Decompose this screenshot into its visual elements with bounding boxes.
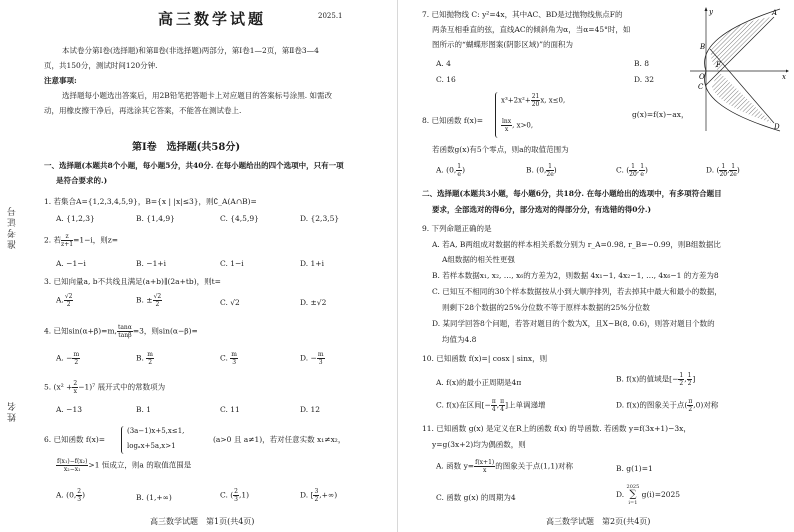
q7-stem-2: 两条互相垂直的弦，直线AC的倾斜角为α，当α=45°时，如 (432, 25, 631, 34)
q1-stem: 1. 若集合A={1,2,3,4,5,9}，B={x | |x|≤3}，则∁_A(A∩B)= (44, 197, 257, 206)
q6-brace (121, 426, 126, 454)
q4-option-d: D. − $\frac{m}{3}$ (300, 351, 324, 366)
q2-stem: 2. 若 $\frac{z}{z+1}$ =1−i，则z= (44, 233, 119, 248)
q8-brace (495, 92, 500, 138)
q3-option-a: A. $\frac{√2}{2}$ (56, 293, 73, 308)
q8-option-a: A. (0, $\frac{1}{e}$ ) (436, 163, 466, 178)
q2-fraction: $\frac{z}{z+1}$ (61, 233, 74, 248)
q1-option-a: A. {1,2,3} (56, 214, 95, 223)
q7-stem-3: 图所示的“蝴蝶形图案(阴影区域)”的面积为 (432, 40, 574, 49)
q7-stem-1: 7. 已知抛物线 C: y²=4x，其中AC、BD是过抛物线焦点F的 (422, 10, 623, 19)
q6-condition: $\frac{\text{f(x₁)−f(x₂)}}{\text{x₂−x₁}}$ >1 恒成立，则a 的取值范围是 (57, 458, 192, 473)
summation-symbol: 2025 ∑ i=1 (626, 484, 640, 506)
label-b: B (700, 43, 706, 51)
label-f: F (716, 61, 721, 69)
q8-case-1: x³+2x²+ $\frac{21}{20}$ x, x≤0, (501, 93, 566, 108)
label-d: D (774, 123, 780, 131)
q10-option-d: D. f(x)的图象关于点( $\frac{\pi}{2}$ ,0)对称 (616, 398, 719, 413)
part1-heading-2: 是符合要求的.) (56, 176, 108, 185)
q6-case-2: logₐx+5a,x>1 (127, 442, 176, 450)
intro-line-1: 本试卷分第Ⅰ卷(选择题)和第Ⅱ卷(非选择题)两部分，第Ⅰ卷1—2页，第Ⅱ卷3—4 (62, 46, 319, 55)
page-footer-left: 高三数学试题 第1页(共4页) (150, 517, 255, 526)
q4-option-c: C. $\frac{m}{3}$ (220, 351, 237, 366)
q3-option-d: D. ±√2 (300, 298, 327, 307)
part1-heading-1: 一、选择题(本题共8个小题，每小题5分，共40分. 在每小题给出的四个选项中，只有一项 (44, 161, 344, 170)
exam-title: 高三数学试题 (158, 10, 267, 28)
q4-stem: 4. 已知sin(α+β)=m, $\frac{\tan\alpha}{\tan\beta}$ =3，则sin(α−β)= (44, 324, 198, 339)
q9-option-c-1: C. 已知互不相同的30个样本数据按从小到大顺序排列，若去掉其中最大和最小的数据， (432, 287, 722, 296)
q9-stem: 9. 下列命题正确的是 (422, 224, 492, 233)
q1-option-c: C. {4,5,9} (220, 214, 259, 223)
q6-option-c: C. ( $\frac{2}{3}$ ,1) (220, 488, 250, 503)
q9-option-a-1: A. 若A, B两组成对数据的样本相关系数分别为 r_A=0.98, r_B=−0.99，则B组数据比 (432, 240, 721, 249)
q11-stem-2: y=g(3x+2)均为偶函数，则 (432, 440, 526, 449)
label-y: y (709, 8, 713, 16)
q6-option-d: D. [ $\frac{3}{2}$ ,+∞) (300, 488, 338, 503)
q6-option-a: A. (0, $\frac{2}{3}$ ) (56, 488, 86, 503)
q2-option-b: B. −1+i (136, 259, 167, 268)
q5-option-a: A. −13 (56, 405, 83, 414)
exam-number-label: 准考证号 (8, 205, 18, 249)
q7-option-a: A. 4 (436, 59, 451, 68)
q6-option-b: B. (1,+∞) (136, 493, 172, 502)
q8-case-2: $\frac{\ln x}{x}$ , x>0, (502, 118, 534, 133)
butterfly-figure (688, 5, 790, 133)
label-o: O (699, 73, 705, 81)
q3-option-c: C. √2 (220, 298, 240, 307)
part2-heading-1: 二、选择题(本题共3小题，每小题6分，共18分. 在每小题给出的选项中，有多项符合题目 (422, 189, 722, 198)
q9-option-d-2: 均值为4.8 (442, 335, 477, 344)
name-label: 姓名 (8, 400, 18, 422)
notice-line-1: 选择题每小题选出答案后，用2B铅笔把答题卡上对应题目的答案标号涂黑. 如需改 (62, 91, 333, 100)
notice-line-2: 动，用橡皮擦干净后，再选涂其它答案，不能答在测试卷上. (44, 106, 242, 115)
q2-option-d: D. 1+i (300, 259, 324, 268)
q9-option-d-1: D. 某同学回答8个问题，若答对题目的个数为X，且X~B(8, 0.6)，则答对题目个数的 (432, 319, 715, 328)
q7-option-c: C. 16 (436, 75, 456, 84)
q11-option-d: D. 2025 ∑ i=1 g(i)=2025 (616, 484, 681, 506)
intro-line-2: 页，共150分，测试时间120分钟. (44, 61, 158, 70)
q8-option-b: B. (0, $\frac{1}{2e}$ ) (526, 163, 557, 178)
q1-option-d: D. {2,3,5} (300, 214, 340, 223)
q5-stem: 5. (x² + $\frac{2}{x}$ −1)⁷ 展开式中的常数项为 (44, 380, 166, 395)
q2-option-a: A. −1−i (56, 259, 86, 268)
q6-stem-post: (a>0 且 a≠1)，若对任意实数 x₁≠x₂， (213, 435, 346, 444)
part2-heading-2: 要求，全部选对的得6分，部分选对的得部分分，有选错的得0分.) (432, 205, 652, 214)
q9-option-b: B. 若样本数据x₁, x₂, …, x₆的方差为2，则数据 4x₁−1, 4x₂−1, …, 4x₆−1 的方差为8 (432, 271, 719, 280)
q10-option-a: A. f(x)的最小正周期是4π (436, 378, 522, 387)
q8-option-d: D. ( $\frac{1}{20}$ , $\frac{1}{2e}$ ) (706, 163, 740, 178)
q11-stem-1: 11. 已知函数 g(x) 是定义在R上的函数 f(x) 的导函数. 若函数 y=f(3x+1)−3x， (422, 424, 691, 433)
section-title: 第Ⅰ卷 选择题(共58分) (132, 142, 241, 153)
label-a: A (772, 9, 778, 17)
q3-option-b: B. ± $\frac{√2}{2}$ (136, 293, 162, 308)
q11-option-a: A. 函数 y= $\frac{f(x+1)}{x}$ 的图象关于点(1,1)对称 (436, 459, 574, 474)
q8-gx: g(x)=f(x)−ax， (632, 110, 689, 119)
page-footer-right: 高三数学试题 第2页(共4页) (546, 517, 651, 526)
q10-option-b: B. f(x)的值域是[− $\frac{1}{2}$ , $\frac{1}{2}$ ] (616, 372, 696, 387)
q6-case-1: (3a−1)x+5,x≤1, (127, 427, 185, 435)
q9-option-c-2: 则剩下28个数据的25%分位数不等于原样本数据的25%分位数 (442, 303, 650, 312)
label-x: x (782, 73, 786, 81)
q5-option-d: D. 12 (300, 405, 321, 414)
shaded-region-lower (712, 71, 772, 123)
q6-stem-pre: 6. 已知函数 f(x)= (44, 435, 106, 444)
q11-option-c: C. 函数 g(x) 的周期为4 (436, 493, 516, 502)
q8-option-c: C. ( $\frac{1}{20}$ , $\frac{1}{e}$ ) (616, 163, 648, 178)
q7-option-b: B. 8 (634, 59, 650, 68)
q4-option-a: A. − $\frac{m}{2}$ (56, 351, 80, 366)
q5-option-b: B. 1 (136, 405, 152, 414)
q4-option-b: B. $\frac{m}{2}$ (136, 351, 153, 366)
q9-option-a-2: A组数据的相关性更强 (442, 255, 515, 264)
label-c: C (698, 83, 704, 91)
q8-stem-pre: 8. 已知函数 f(x)= (422, 116, 484, 125)
q5-option-c: C. 11 (220, 405, 240, 414)
q3-stem: 3. 已知向量a, b不共线且满足(a+b)∥(2a+tb)，则t= (44, 277, 221, 286)
notice-heading: 注意事项: (44, 76, 77, 85)
right-page (398, 0, 794, 532)
exam-date: 2025.1 (318, 12, 343, 20)
q10-option-c: C. f(x)在区间[− $\frac{\pi}{4}$ , $\frac{\pi}{4}$ ]上单调递增 (436, 398, 546, 413)
q1-option-b: B. {1,4,9} (136, 214, 175, 223)
q11-option-b: B. g(1)=1 (616, 464, 653, 473)
q8-stem-2: 若函数g(x)有5个零点，则a的取值范围为 (432, 145, 569, 154)
q2-option-c: C. 1−i (220, 259, 244, 268)
q7-option-d: D. 32 (634, 75, 655, 84)
q10-stem: 10. 已知函数 f(x)=| cosx | sinx，则 (422, 354, 548, 363)
